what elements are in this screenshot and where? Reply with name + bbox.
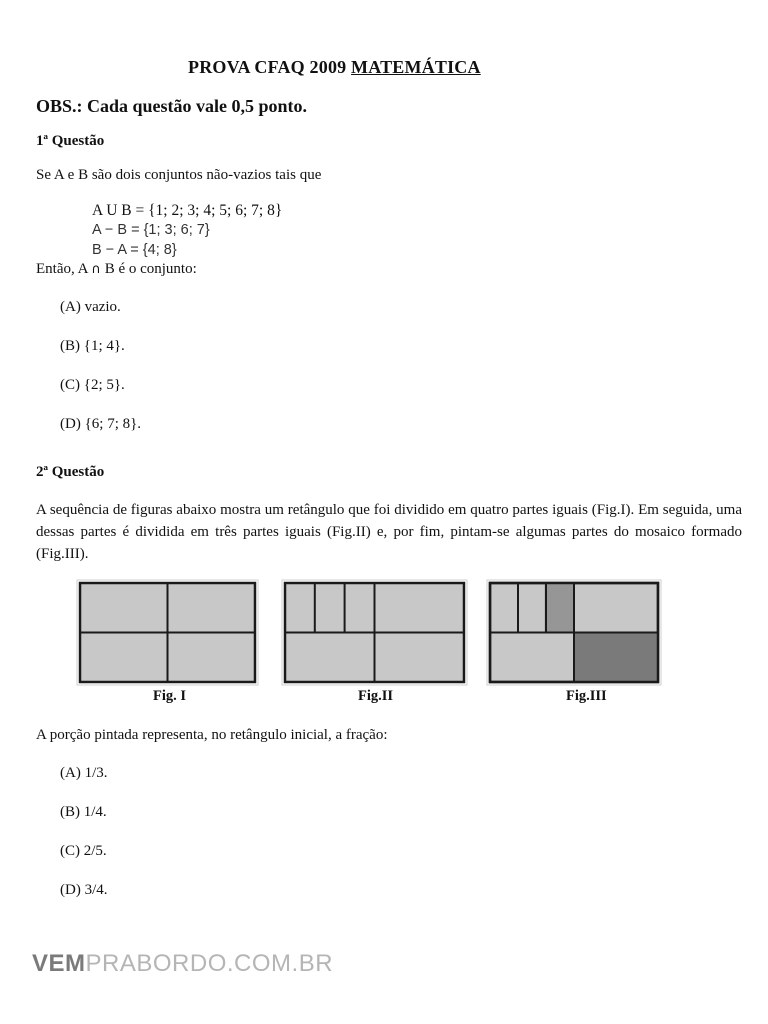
- q2-paragraph: A sequência de figuras abaixo mostra um retângulo que foi dividido em quatro partes iguais (Fig.I). Em seguida, uma dessas partes é dividida em três partes iguais (Fig.II) e, por fim, pintam-se algumas partes do mosaico formado (Fig.III).: [36, 502, 742, 562]
- q2-question: A porção pintada representa, no retângulo inicial, a fração:: [36, 727, 388, 743]
- q1-option-a: (A) vazio.: [60, 299, 121, 315]
- q2-heading: 2ª Questão: [36, 464, 105, 480]
- q2-option-d: (D) 3/4.: [60, 882, 108, 898]
- q1-intro: Se A e B são dois conjuntos não-vazios tais que: [36, 167, 322, 183]
- q1-then: Então, A ∩ B é o conjunto:: [36, 261, 197, 277]
- figure-2: [281, 579, 468, 686]
- watermark-logo: VEMPRABORDO.COM.BR: [32, 950, 334, 977]
- q1-option-c: (C) {2; 5}.: [60, 377, 125, 393]
- fig3-shaded-third: [545, 583, 574, 633]
- figure-3: [486, 579, 662, 686]
- page-title: PROVA CFAQ 2009 MATEMÁTICA: [188, 57, 481, 77]
- fig1-label: Fig. I: [153, 688, 187, 704]
- q1-option-b: (B) {1; 4}.: [60, 338, 125, 354]
- q1-union: A U B = {1; 2; 3; 4; 5; 6; 7; 8}: [92, 202, 283, 219]
- q1-b-minus-a: B − A = {4; 8}: [92, 242, 177, 258]
- q1-heading: 1ª Questão: [36, 133, 105, 149]
- q2-option-b: (B) 1/4.: [60, 804, 107, 820]
- q2-option-a: (A) 1/3.: [60, 765, 108, 781]
- q2-option-c: (C) 2/5.: [60, 843, 107, 859]
- subject-title: MATEMÁTICA: [351, 57, 481, 77]
- fig2-label: Fig.II: [358, 688, 394, 704]
- obs-note: OBS.: Cada questão vale 0,5 ponto.: [36, 96, 308, 116]
- q1-a-minus-b: A − B = {1; 3; 6; 7}: [92, 222, 210, 238]
- fig3-label: Fig.III: [566, 688, 607, 704]
- q1-option-d: (D) {6; 7; 8}.: [60, 416, 142, 432]
- figure-1: [76, 579, 259, 686]
- fig3-shaded-quarter: [574, 633, 658, 683]
